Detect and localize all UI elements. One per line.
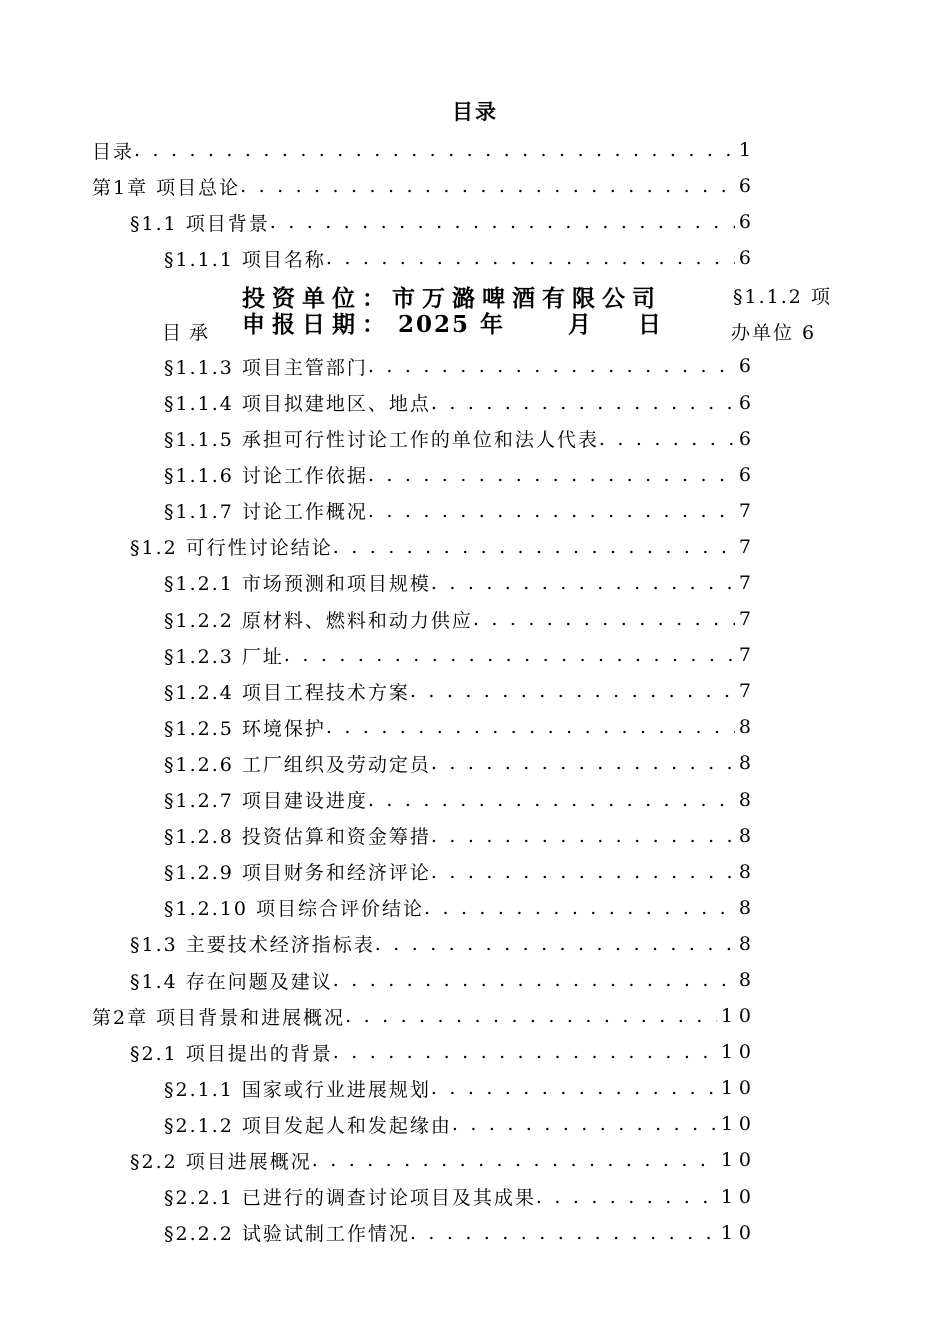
toc-entry-page: 10 <box>720 1041 757 1064</box>
toc-dot-leader <box>270 211 735 233</box>
toc-entry-page: 7 <box>738 535 757 558</box>
toc-dot-leader <box>431 752 735 774</box>
toc-entry[interactable] <box>92 782 757 818</box>
toc-entry-page: 6 <box>738 247 757 270</box>
toc-dot-leader <box>424 897 735 919</box>
toc-entry[interactable] <box>92 818 757 854</box>
toc-entry[interactable] <box>92 1070 757 1106</box>
toc-entry-label: §2.2 项目进展概况 <box>130 1150 312 1173</box>
toc-entry-page: 7 <box>738 644 757 667</box>
toc-entry[interactable] <box>92 673 757 709</box>
toc-entry-page: 6 <box>738 355 757 378</box>
toc-entry-label: §1.3 主要技术经济指标表 <box>130 934 375 957</box>
toc-entry[interactable] <box>92 745 757 781</box>
toc-entry[interactable] <box>92 1142 757 1178</box>
toc-entry-page: 8 <box>738 969 757 992</box>
toc-dot-leader <box>312 1149 717 1171</box>
toc-entry[interactable] <box>92 421 757 457</box>
toc-entry-label: §1.1.7 讨论工作概况 <box>164 501 368 524</box>
toc-entry[interactable] <box>92 168 757 204</box>
toc-dot-leader <box>240 175 735 197</box>
toc-entry-label: §2.1 项目提出的背景 <box>130 1042 333 1065</box>
toc-entry[interactable] <box>92 890 757 926</box>
toc-entry-1-1-2-prefix: §1.1.2 项 <box>733 286 832 308</box>
toc-entry[interactable] <box>92 709 757 745</box>
toc-entry-page: 6 <box>738 391 757 414</box>
toc-dot-leader <box>326 716 735 738</box>
toc-entry-page: 10 <box>720 1077 757 1100</box>
toc-entry-label: §1.2.1 市场预测和项目规模 <box>164 573 431 596</box>
toc-entry[interactable] <box>92 493 757 529</box>
toc-dot-leader <box>368 789 735 811</box>
toc-entry-1-1-2-left: 目承 <box>162 322 217 344</box>
toc-entry[interactable] <box>92 962 757 998</box>
toc-dot-leader <box>431 392 735 414</box>
toc-rest-group <box>92 348 757 1250</box>
apply-date-label: 申报日期： <box>242 311 392 338</box>
toc-entry[interactable] <box>92 1179 757 1215</box>
investor-line: 投资单位：市万潞啤酒有限公司 <box>242 285 662 312</box>
toc-entry-page: 6 <box>738 463 757 486</box>
toc-entry-label: §2.1.1 国家或行业进展规划 <box>164 1078 431 1101</box>
toc-entry-label: §2.2.2 试验试制工作情况 <box>164 1223 410 1246</box>
toc-dot-leader <box>410 680 735 702</box>
toc-dot-leader <box>536 1186 717 1208</box>
toc-dot-leader <box>333 969 735 991</box>
toc-dot-leader <box>326 247 735 269</box>
toc-dot-leader <box>473 608 735 630</box>
toc-top-group <box>92 132 757 276</box>
toc-entry-page: 8 <box>738 752 757 775</box>
toc-entry-page: 8 <box>738 860 757 883</box>
page-title: 目录 <box>452 99 498 124</box>
toc-entry-page: 8 <box>738 932 757 955</box>
toc-entry-page: 7 <box>738 680 757 703</box>
toc-entry-page: 7 <box>738 608 757 631</box>
toc-entry[interactable] <box>92 926 757 962</box>
toc-dot-leader <box>368 464 735 486</box>
apply-date-line <box>242 306 668 339</box>
toc-entry[interactable] <box>92 854 757 890</box>
toc-entry-page: 7 <box>738 499 757 522</box>
toc-entry-page: 10 <box>720 1149 757 1172</box>
toc-entry-label: §1.1.4 项目拟建地区、地点 <box>164 393 431 416</box>
toc-dot-leader <box>368 500 735 522</box>
toc-entry-label: §1.2.8 投资估算和资金筹措 <box>164 826 431 849</box>
toc-dot-leader <box>333 536 735 558</box>
toc-entry-page: 7 <box>738 571 757 594</box>
toc-entry[interactable] <box>92 457 757 493</box>
toc-entry[interactable] <box>92 1034 757 1070</box>
toc-dot-leader <box>284 644 735 666</box>
toc-entry-page: 1 <box>738 139 757 162</box>
toc-entry[interactable] <box>92 998 757 1034</box>
toc-dot-leader <box>431 861 735 883</box>
toc-dot-leader <box>368 355 735 377</box>
toc-entry-label: §1.2.9 项目财务和经济评论 <box>164 862 431 885</box>
toc-entry-1-1-2-right: 办单位 6 <box>731 322 817 344</box>
toc-entry[interactable] <box>92 529 757 565</box>
toc-entry[interactable] <box>92 565 757 601</box>
toc-dot-leader <box>345 1005 717 1027</box>
toc-entry-label: 第1章 项目总论 <box>92 176 241 199</box>
toc-entry[interactable] <box>92 348 757 384</box>
toc-entry-label: 目录 <box>92 140 135 163</box>
toc-entry-label: §1.2.2 原材料、燃料和动力供应 <box>164 609 473 632</box>
toc-entry-page: 8 <box>738 716 757 739</box>
apply-year-unit: 年 <box>480 311 511 338</box>
toc-entry-page: 6 <box>738 175 757 198</box>
toc-dot-leader <box>333 1041 717 1063</box>
toc-entry-page: 8 <box>738 896 757 919</box>
toc-entry-label: §1.1.1 项目名称 <box>164 248 326 271</box>
toc-entry-label: §1.2 可行性讨论结论 <box>130 537 333 560</box>
toc-entry-label: §1.2.3 厂址 <box>164 645 284 668</box>
toc-entry[interactable] <box>92 132 757 168</box>
toc-entry-page: 10 <box>720 1221 757 1244</box>
toc-entry-label: §1.2.5 环境保护 <box>164 717 326 740</box>
toc-entry-label: 第2章 项目背景和进展概况 <box>92 1006 346 1029</box>
toc-entry[interactable] <box>92 601 757 637</box>
toc-entry[interactable] <box>92 240 757 276</box>
toc-entry-page: 10 <box>720 1185 757 1208</box>
toc-entry-label: §2.1.2 项目发起人和发起缘由 <box>164 1114 452 1137</box>
toc-entry-page: 8 <box>738 788 757 811</box>
toc-dot-leader <box>599 428 735 450</box>
apply-month-unit: 月 <box>568 311 599 338</box>
toc-entry-label: §1.1.3 项目主管部门 <box>164 356 368 379</box>
toc-entry-label: §1.1 项目背景 <box>130 212 270 235</box>
apply-year: 2025 <box>398 311 471 338</box>
toc-entry[interactable] <box>92 1215 757 1251</box>
toc-entry-label: §1.2.7 项目建设进度 <box>164 790 368 813</box>
toc-dot-leader <box>410 1222 717 1244</box>
toc-entry[interactable] <box>92 637 757 673</box>
toc-dot-leader <box>431 1077 717 1099</box>
toc-entry[interactable] <box>92 204 757 240</box>
toc-entry-label: §1.1.5 承担可行性讨论工作的单位和法人代表 <box>164 429 599 452</box>
toc-entry-label: §1.2.4 项目工程技术方案 <box>164 681 410 704</box>
toc-entry[interactable] <box>92 384 757 420</box>
toc-entry-page: 10 <box>720 1113 757 1136</box>
toc-dot-leader <box>431 825 735 847</box>
toc-entry-label: §2.2.1 已进行的调查讨论项目及其成果 <box>164 1187 536 1210</box>
toc-dot-leader <box>431 572 735 594</box>
toc-entry-label: §1.4 存在问题及建议 <box>130 970 333 993</box>
toc-entry-page: 8 <box>738 824 757 847</box>
toc-dot-leader <box>452 1113 717 1135</box>
toc-entry-label: §1.2.10 项目综合评价结论 <box>164 898 424 921</box>
toc-entry-page: 10 <box>720 1005 757 1028</box>
toc-entry[interactable] <box>92 1106 757 1142</box>
toc-entry-page: 6 <box>738 211 757 234</box>
toc-dot-leader <box>375 933 735 955</box>
toc-entry-label: §1.2.6 工厂组织及劳动定员 <box>164 753 431 776</box>
toc-entry-label: §1.1.6 讨论工作依据 <box>164 465 368 488</box>
apply-day-unit: 日 <box>638 311 669 338</box>
toc-entry-page: 6 <box>738 427 757 450</box>
toc-dot-leader <box>134 139 735 161</box>
